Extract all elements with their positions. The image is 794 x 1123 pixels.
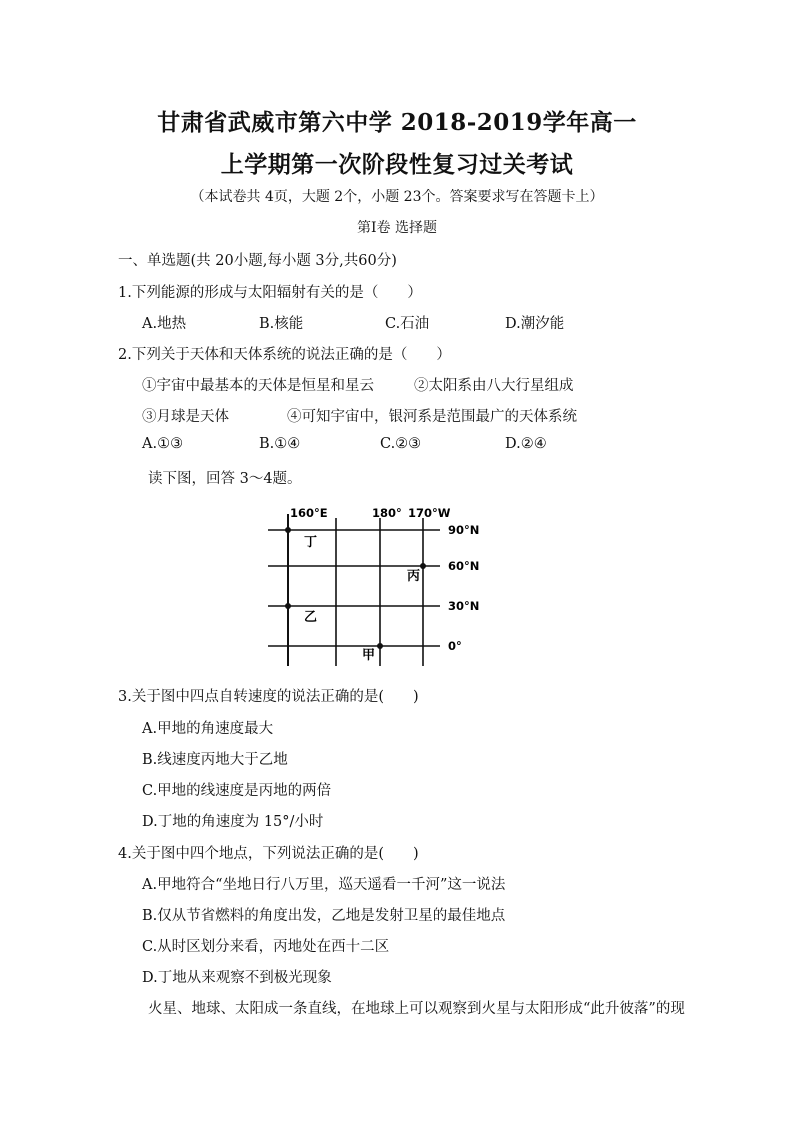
lon-label-180: 180° <box>372 506 402 520</box>
part-title: 第Ⅰ卷 选择题 <box>357 220 437 236</box>
q3-option-c: C.甲地的线速度是丙地的两倍 <box>142 783 332 799</box>
title-line-1: 甘肃省武威市第六中学 2018-2019学年高一 <box>157 109 637 136</box>
lat-lon-grid-map <box>260 500 500 670</box>
q5-intro-text: 火星、地球、太阳成一条直线，在地球上可以观察到火星与太阳形成“此升彼落”的现 <box>148 1001 685 1017</box>
q4-option-b: B.仅从节省燃料的角度出发，乙地是发射卫星的最佳地点 <box>142 908 506 924</box>
point-label-ding: 丁 <box>304 535 318 550</box>
q1-option-d: D.潮汐能 <box>505 316 565 332</box>
q2-statement-3: ③月球是天体 <box>142 409 229 425</box>
q2-statement-2: ②太阳系由八大行星组成 <box>414 378 574 394</box>
q2-option-a: A.①③ <box>142 436 184 452</box>
point-bing-marker <box>420 563 426 569</box>
section-heading: 一、单选题(共 20小题,每小题 3分,共60分) <box>118 253 397 269</box>
q2-option-c: C.②③ <box>380 436 422 452</box>
q2-stem: 2.下列关于天体和天体系统的说法正确的是（ ） <box>118 347 451 363</box>
lon-label-160e: 160°E <box>290 506 328 520</box>
q2-statement-1: ①宇宙中最基本的天体是恒星和星云 <box>142 378 374 394</box>
exam-note: （本试卷共 4页，大题 2个，小题 23个。答案要求写在答题卡上） <box>190 189 604 205</box>
q1-stem: 1.下列能源的形成与太阳辐射有关的是（ ） <box>118 285 422 301</box>
q4-option-c: C.从时区划分来看，丙地处在西十二区 <box>142 939 390 955</box>
lat-label-90n: 90°N <box>448 523 480 537</box>
title-line-2: 上学期第一次阶段性复习过关考试 <box>220 151 574 178</box>
q1-option-a: A.地热 <box>142 316 187 332</box>
lat-label-30n: 30°N <box>448 599 480 613</box>
point-label-yi: 乙 <box>304 610 318 625</box>
q3-option-d: D.丁地的角速度为 15°/小时 <box>142 814 324 830</box>
point-jia-marker <box>377 643 383 649</box>
q4-option-d: D.丁地从来观察不到极光现象 <box>142 970 332 986</box>
lat-label-60n: 60°N <box>448 559 480 573</box>
q2-statement-4: ④可知宇宙中，银河系是范围最广的天体系统 <box>287 409 577 425</box>
q3-option-a: A.甲地的角速度最大 <box>142 721 274 737</box>
q2-option-d: D.②④ <box>505 436 547 452</box>
q1-option-b: B.核能 <box>259 316 304 332</box>
lat-label-0: 0° <box>448 639 462 653</box>
point-label-bing: 丙 <box>407 569 421 584</box>
point-label-jia: 甲 <box>362 648 376 663</box>
q3-option-b: B.线速度丙地大于乙地 <box>142 752 288 768</box>
q4-stem: 4.关于图中四个地点，下列说法正确的是( ) <box>118 846 419 862</box>
q4-option-a: A.甲地符合“坐地日行八万里，巡天遥看一千河”这一说法 <box>142 877 506 893</box>
q1-option-c: C.石油 <box>385 316 430 332</box>
lon-label-170w: 170°W <box>408 506 451 520</box>
point-yi-marker <box>285 603 291 609</box>
q3-stem: 3.关于图中四点自转速度的说法正确的是( ) <box>118 689 419 705</box>
read-instruction: 读下图，回答 3～4题。 <box>148 471 302 487</box>
q2-option-b: B.①④ <box>259 436 301 452</box>
point-ding-marker <box>285 527 291 533</box>
